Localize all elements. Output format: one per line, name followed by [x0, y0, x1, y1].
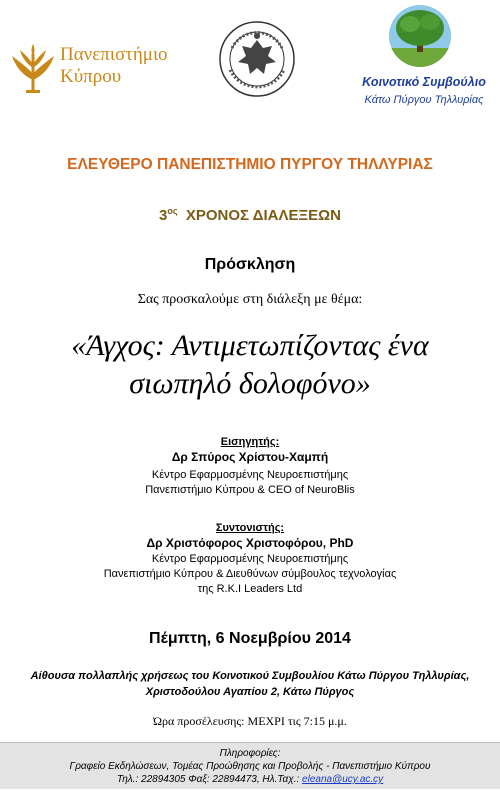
invitation-intro: Σας προσκαλούμε στη διάλεξη με θέμα:: [137, 292, 363, 307]
moderator-affiliation-2: Πανεπιστήμιο Κύπρου & Διευθύνων σύμβουλος τεχνολογίας: [103, 568, 397, 580]
footer-heading: Πληροφορίες:: [219, 748, 281, 759]
speaker-affiliation-1: Κέντρο Εφαρμοσμένης Νευροεπιστήμης: [151, 469, 349, 481]
footer-phones: Τηλ.: 22894305 Φαξ: 22894473, Ηλ.Ταχ.:: [116, 774, 300, 785]
moderator-affiliation-3: της R.K.I Leaders Ltd: [197, 583, 303, 595]
moderator-block: [0, 522, 500, 597]
topic-line-2: σιωπηλό δολοφόνο»: [129, 367, 371, 400]
lecture-year-text: ΧΡΟΝΟΣ ΔΙΑΛΕΞΕΩΝ: [185, 207, 341, 224]
moderator-affiliation-1: Κέντρο Εφαρμοσμένης Νευροεπιστήμης: [151, 553, 349, 565]
lecture-year: [0, 206, 500, 224]
speaker-block: [0, 436, 500, 498]
ucy-logo-line2: Κύπρου: [60, 66, 122, 87]
venue-line-1: Αίθουσα πολλαπλής χρήσεως του Κοινοτικού Συμβουλίου Κάτω Πύργου Τηλλυρίας,: [30, 670, 470, 682]
ucy-logo-text: [60, 44, 168, 88]
event-date: Πέμπτη, 6 Νοεμβρίου 2014: [149, 630, 351, 647]
speaker-name: Δρ Σπύρος Χρίστου-Χαμπή: [171, 450, 329, 464]
footer-email-link[interactable]: eleana@ucy.ac.cy: [302, 774, 384, 785]
tree-logo-icon: [388, 4, 452, 68]
topic-line-1: «Άγχος: Αντιμετωπίζοντας ένα: [71, 329, 429, 362]
ucy-logo-line1: Πανεπιστήμιο: [60, 44, 168, 65]
lecture-year-number: 3: [159, 207, 168, 224]
speaker-affiliation-2: Πανεπιστήμιο Κύπρου & CEO of NeuroBlis: [145, 484, 355, 496]
invitation-heading: Πρόσκληση: [204, 256, 296, 273]
ucy-laurel-logo-icon: [8, 40, 58, 100]
venue-line-2: Χριστοδούλου Αγαπίου 2, Κάτω Πύργος: [145, 686, 355, 698]
page-title: ΕΛΕΥΘΕΡΟ ΠΑΝΕΠΙΣΤΗΜΙΟ ΠΥΡΓΟΥ ΤΗΛΛΥΡΙΑΣ: [67, 156, 433, 173]
council-title: Κοινοτικό Συμβούλιο: [362, 75, 486, 89]
footer-contact: [0, 773, 500, 786]
footer-office: Γραφείο Εκδηλώσεων, Τομέας Προώθησης και Προβολής - Πανεπιστήμιο Κύπρου: [69, 761, 431, 772]
moderator-role: Συντονιστής:: [215, 522, 285, 534]
event-venue: [0, 668, 500, 700]
moderator-name: Δρ Χριστόφορος Χριστοφόρου, PhD: [146, 536, 354, 550]
speaker-role: Εισηγητής:: [220, 436, 280, 448]
arrival-time: Ώρα προσέλευσης: ΜΕΧΡΙ τις 7:15 μ.μ.: [153, 714, 347, 728]
lecture-year-suffix: ος: [167, 206, 178, 216]
council-subtitle: Κάτω Πύργου Τηλλυρίας: [364, 94, 484, 106]
metropolis-seal-icon: [218, 18, 296, 100]
lecture-topic: [0, 327, 500, 403]
info-footer: [0, 742, 500, 789]
